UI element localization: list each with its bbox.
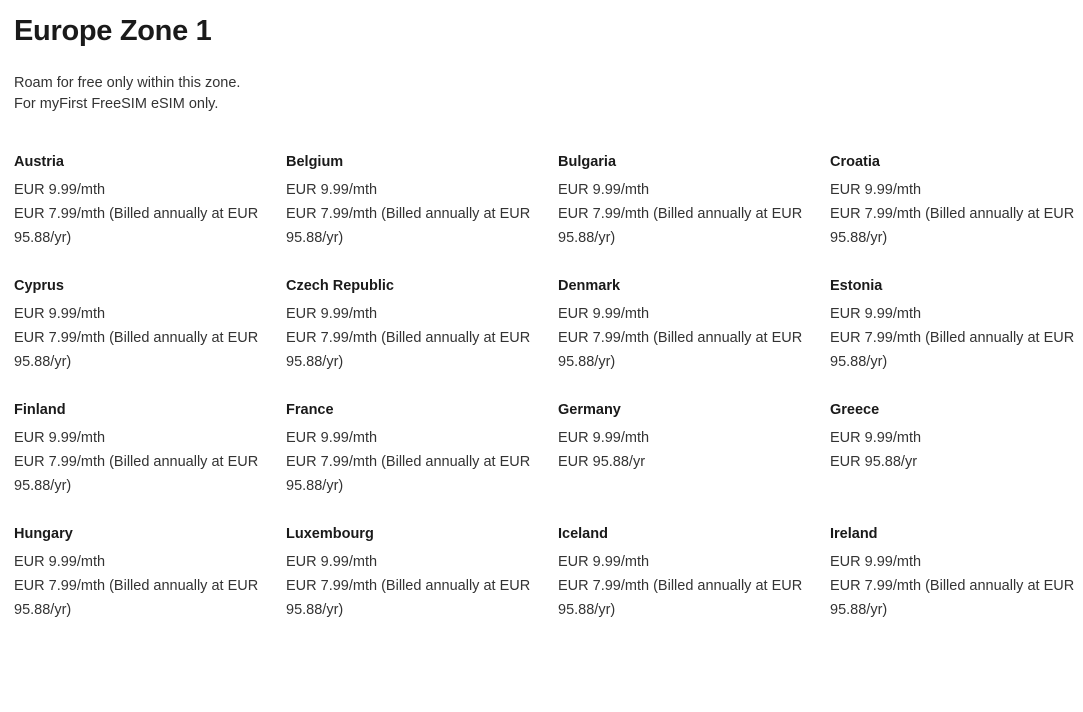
price-annual: EUR 7.99/mth (Billed annually at EUR 95.88/yr) [830, 329, 1075, 370]
country-name: Austria [14, 153, 64, 170]
price-annual: EUR 7.99/mth (Billed annually at EUR 95.88/yr) [14, 329, 259, 370]
country-name: Luxembourg [286, 525, 374, 542]
country-card [286, 401, 558, 498]
price-monthly: EUR 9.99/mth [558, 553, 650, 570]
country-name: Belgium [286, 153, 344, 170]
price-monthly: EUR 9.99/mth [558, 305, 650, 322]
country-card [286, 153, 558, 250]
country-card [830, 525, 1083, 622]
country-name: Finland [14, 401, 66, 418]
price-annual: EUR 7.99/mth (Billed annually at EUR 95.88/yr) [14, 453, 259, 494]
country-card [14, 401, 286, 498]
country-name: Cyprus [14, 277, 64, 294]
intro-line-2: For myFirst FreeSIM eSIM only. [14, 95, 219, 112]
price-monthly: EUR 9.99/mth [830, 429, 922, 446]
price-monthly: EUR 9.99/mth [286, 553, 378, 570]
country-card [14, 525, 286, 622]
country-name: Denmark [558, 277, 621, 294]
price-annual: EUR 7.99/mth (Billed annually at EUR 95.88/yr) [14, 577, 259, 618]
country-name: Hungary [14, 525, 73, 542]
country-card [558, 525, 830, 622]
price-annual: EUR 7.99/mth (Billed annually at EUR 95.88/yr) [558, 205, 803, 246]
price-monthly: EUR 9.99/mth [830, 305, 922, 322]
price-annual: EUR 95.88/yr [558, 453, 646, 470]
country-card [830, 277, 1083, 374]
country-name: Bulgaria [558, 153, 617, 170]
price-annual: EUR 7.99/mth (Billed annually at EUR 95.88/yr) [286, 329, 531, 370]
country-card [14, 153, 286, 250]
country-card [286, 277, 558, 374]
price-monthly: EUR 9.99/mth [558, 181, 650, 198]
country-card [558, 277, 830, 374]
price-annual: EUR 7.99/mth (Billed annually at EUR 95.88/yr) [286, 577, 531, 618]
page-title: Europe Zone 1 [14, 15, 212, 47]
price-monthly: EUR 9.99/mth [286, 305, 378, 322]
price-monthly: EUR 9.99/mth [286, 181, 378, 198]
price-monthly: EUR 9.99/mth [558, 429, 650, 446]
country-card [830, 401, 1083, 498]
price-monthly: EUR 9.99/mth [14, 305, 106, 322]
country-card [558, 401, 830, 498]
country-card [286, 525, 558, 622]
price-monthly: EUR 9.99/mth [830, 181, 922, 198]
price-annual: EUR 7.99/mth (Billed annually at EUR 95.88/yr) [558, 329, 803, 370]
intro-text [14, 73, 1069, 115]
price-monthly: EUR 9.99/mth [830, 553, 922, 570]
price-annual: EUR 95.88/yr [830, 453, 918, 470]
country-name: Czech Republic [286, 277, 394, 294]
country-card [558, 153, 830, 250]
price-annual: EUR 7.99/mth (Billed annually at EUR 95.88/yr) [830, 205, 1075, 246]
intro-line-1: Roam for free only within this zone. [14, 74, 241, 91]
price-annual: EUR 7.99/mth (Billed annually at EUR 95.88/yr) [558, 577, 803, 618]
country-card [830, 153, 1083, 250]
price-annual: EUR 7.99/mth (Billed annually at EUR 95.88/yr) [286, 205, 531, 246]
price-monthly: EUR 9.99/mth [14, 181, 106, 198]
country-name: Croatia [830, 153, 880, 170]
country-card [14, 277, 286, 374]
zone-pricing-page [0, 14, 1083, 622]
price-annual: EUR 7.99/mth (Billed annually at EUR 95.88/yr) [830, 577, 1075, 618]
country-name: Ireland [830, 525, 878, 542]
country-name: Estonia [830, 277, 883, 294]
country-name: Germany [558, 401, 621, 418]
country-pricing-grid [14, 153, 1075, 622]
price-monthly: EUR 9.99/mth [14, 429, 106, 446]
country-name: Iceland [558, 525, 608, 542]
price-monthly: EUR 9.99/mth [14, 553, 106, 570]
price-annual: EUR 7.99/mth (Billed annually at EUR 95.88/yr) [286, 453, 531, 494]
country-name: France [286, 401, 334, 418]
price-monthly: EUR 9.99/mth [286, 429, 378, 446]
price-annual: EUR 7.99/mth (Billed annually at EUR 95.88/yr) [14, 205, 259, 246]
country-name: Greece [830, 401, 880, 418]
